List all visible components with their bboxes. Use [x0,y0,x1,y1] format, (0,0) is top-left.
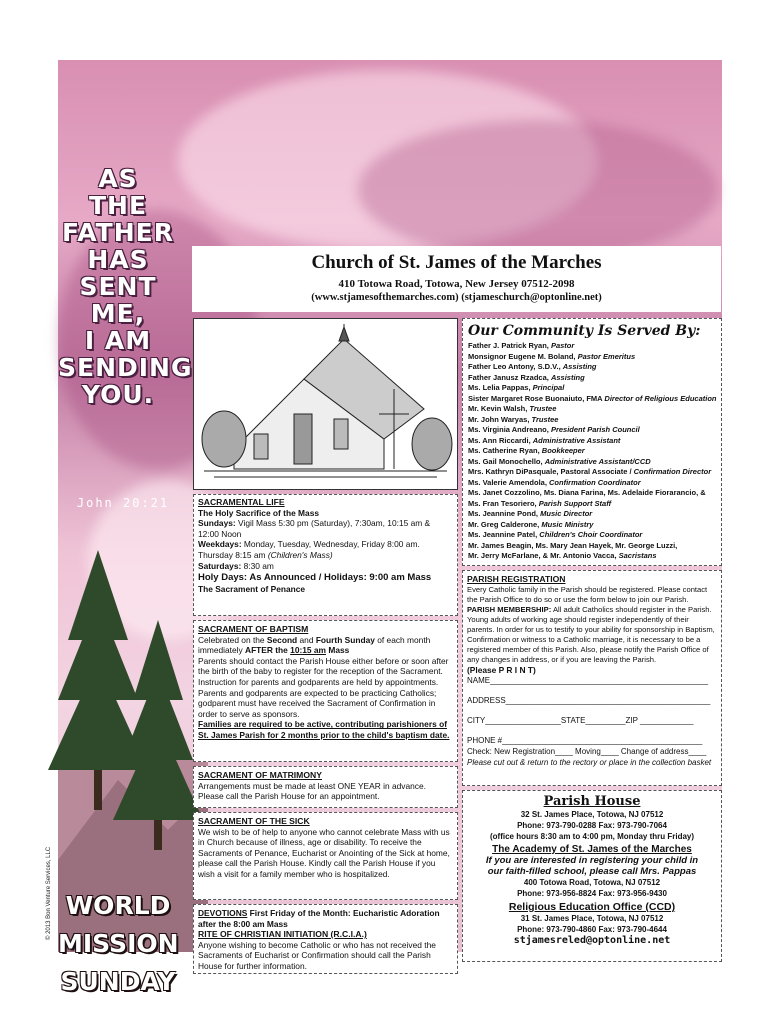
baptism-p5: Families are required to be active, contributing parishioners of St. James Parish for 2 months prior to the child's baptism date. [198,719,450,740]
motto-line: THE [88,191,148,220]
devotions-line [198,908,453,929]
baptism-mass: Mass [326,645,350,656]
staff-role: Bookkeeper [541,446,585,455]
staff-role: Principal [532,383,565,392]
academy-phone: Phone: 973-956-8824 Fax: 973-956-9430 [517,889,667,898]
registration-box [462,570,722,786]
print-instruction: (Please P R I N T) [467,664,536,675]
staff-name: Ms. Virginia Andreano, [468,425,551,434]
sick-box [193,812,458,900]
staff-name: Ms. Catherine Ryan, [468,446,542,455]
staff-name: Ms. Ann Riccardi, [468,435,533,445]
membership-text: All adult Catholics should register in the Parish. Young adults of working age should register independently of their parents. In order for us to testify to your ability for sponsorship in Baptism, Confirmation or witness to a Catholic marriage, it is necessary to be a registered member of this Parish. Also, please notify the Parish Office of any changes in address, or if you are leaving the Parish. [467,604,715,664]
staff-member [468,425,716,436]
academy-line-1: If you are interested in registering your child in [485,855,699,866]
community-title: Our Community Is Served By: [468,323,701,339]
staff-member [468,467,716,478]
religious-ed-email[interactable]: stjamesreled@optonline.net [513,935,671,946]
baptism-heading: SACRAMENT OF BAPTISM [198,624,309,634]
weekdays-line [198,539,453,560]
mission-line: SUNDAY [60,967,176,996]
staff-name: Mr. James Beagin, Ms. Mary Jean Hayek, Mr. George Luzzi, [468,540,678,550]
motto-text [58,164,193,409]
motto-line: YOU. [81,380,155,409]
staff-role: Assisting [550,372,585,382]
church-drawing-icon [194,319,457,489]
baptism-p4: Parents and godparents are expected to be practicing Catholics; godparent must have received the Sacrament of Confirmation in order to serve as sponsors. [198,687,437,719]
community-box [462,318,722,566]
sundays-label: Sundays: [198,518,236,529]
weekdays-note: (Children's Mass) [267,549,333,560]
motto-line: SENDING [58,353,193,382]
cloud-shape [358,120,718,260]
staff-member [468,341,716,352]
staff-member [468,362,716,373]
rcia-heading: RITE OF CHRISTIAN INITIATION (R.C.I.A.) [198,929,367,940]
staff-name: Ms. Lelia Pappas, [468,383,533,392]
staff-role: Director of Religious Education [604,393,717,403]
staff-name: Mr. Jerry McFarlane, & Mr. Antonio Vacca, [468,551,619,560]
staff-role: Confirmation Director [633,467,712,476]
staff-role: President Parish Council [550,425,640,434]
staff-name: Ms. Janet Cozzolino, Ms. Diana Farina, Ms. Adelaide Fiorarancio, & [468,488,706,497]
staff-member [468,415,716,426]
staff-role: Trustee [529,404,557,413]
cut-out-note: Please cut out & return to the rectory or place in the collection basket [467,758,712,768]
staff-name: Father J. Patrick Ryan, [468,341,551,350]
motto-line: AS [98,164,138,193]
holy-days: Holy Days: As Announced / Holidays: 9:00 am Mass [198,572,432,584]
staff-member [468,530,716,541]
staff-name: Ms. Valerie Amendola, [468,477,550,487]
staff-member [468,478,716,489]
motto-line: FATHER [62,218,174,247]
sick-heading: SACRAMENT OF THE SICK [198,816,310,826]
name-field[interactable]: NAME_________________________________________________ [467,676,709,686]
parish-house-box [462,790,722,962]
church-title: Church of St. James of the Marches [311,252,602,273]
staff-member [468,373,716,384]
staff-member [468,383,716,394]
weekdays-label: Weekdays: [198,539,242,550]
check-options[interactable]: Check: New Registration____ Moving____ Change of address____ [467,747,707,757]
sundays-line [198,518,453,539]
registration-heading: PARISH REGISTRATION [467,574,566,584]
devotions-heading: DEVOTIONS [198,908,248,918]
staff-role: Parish Support Staff [538,498,612,508]
staff-name: Sister Margaret Rose Buonaiuto, FMA [468,393,605,403]
sacramental-life-box [193,494,458,616]
mission-line: MISSION [58,929,179,958]
church-web-email: (www.stjamesofthemarches.com) (stjameschurch@optonline.net) [311,292,602,303]
staff-member [468,352,716,363]
saturdays-text: 8:30 am [241,560,274,571]
staff-member [468,488,716,499]
staff-role: Confirmation Coordinator [549,477,641,487]
church-address: 410 Totowa Road, Totowa, New Jersey 07512-2098 [338,278,575,290]
academy-title: The Academy of St. James of the Marches [492,844,692,855]
church-header [192,246,721,312]
staff-name: Father Leo Antony, S.D.V., [468,362,563,371]
staff-name: Ms. Jeannine Patel, [468,530,540,539]
sacramental-heading: SACRAMENTAL LIFE [198,497,285,507]
staff-name: Father Janusz Rzadca, [468,372,551,382]
phone-field[interactable]: PHONE #_____________________________________________ [467,736,703,746]
staff-role: Assisting [562,362,597,371]
staff-name: Mrs. Kathryn DiPasquale, Pastoral Associate / [468,467,634,476]
sick-text: We wish to be of help to anyone who cannot celebrate Mass with us in Church because of illness, age or disability. To receive the Sacraments of Penance, Eucharist or Anointing of the Sick at home, please call the Parish House. Kindly call the Parish House if you wish a visit for a family member who is hospitalized. [198,826,450,879]
staff-name: Monsignor Eugene M. Boland, [468,351,578,361]
city-state-zip-field[interactable]: CITY_________________STATE_________ZIP ____________ [467,716,694,726]
baptism-box [193,620,458,762]
staff-name: Ms. Fran Tesoriero, [468,498,539,508]
mission-line: WORLD [65,891,171,920]
devotions-box [193,904,458,974]
staff-role: Administrative Assistant/CCD [544,456,651,466]
staff-member [468,394,716,405]
baptism-fourth: Fourth Sunday [315,634,375,645]
baptism-text: and [297,634,316,645]
motto-line: ME, [90,299,146,328]
staff-member [468,457,716,468]
parish-house-phone: Phone: 973-790-0288 Fax: 973-790-7064 [517,821,667,830]
saturdays-label: Saturdays: [198,560,242,571]
staff-member [468,446,716,457]
registration-intro: Every Catholic family in the Parish should be registered. Please contact the Parish Office to do so or use the form below to join our Parish. [467,584,708,604]
religious-ed-title: Religious Education Office (CCD) [508,901,676,913]
copyright-text: © 2013 Bon Venture Services, LLC [46,846,52,940]
membership-label: PARISH MEMBERSHIP: [467,604,552,614]
staff-name: Ms. Jeannine Pond, [468,509,541,518]
holy-sacrifice: The Holy Sacrifice of the Mass [198,507,320,518]
staff-name: Mr. John Waryas, [468,414,532,424]
staff-role: Pastor Emeritus [577,351,636,361]
parish-house-address: 32 St. James Place, Totowa, NJ 07512 [520,810,664,819]
address-field[interactable]: ADDRESS______________________________________________ [467,696,711,706]
world-mission-sunday [58,887,178,1001]
parish-house-hours: (office hours 8:30 am to 4:00 pm, Monday thru Friday) [489,832,695,841]
academy-line-2: our faith-filled school, please call Mrs. Pappas [487,866,697,877]
matrimony-text: Arrangements must be made at least ONE YEAR in advance. Please call the Parish House for an appointment. [198,780,426,802]
staff-role: Pastor [550,341,575,350]
staff-name: Ms. Gail Monochello, [468,456,545,466]
penance: The Sacrament of Penance [198,583,306,594]
staff-role: Music Ministry [541,519,594,529]
parish-house-title: Parish House [543,794,641,809]
staff-member [468,551,716,562]
motto-line: HAS [87,245,149,274]
staff-member [468,436,716,447]
devotions-text: First Friday of the Month: Eucharistic Adoration after the 8:00 am Mass [198,908,440,929]
matrimony-heading: SACRAMENT OF MATRIMONY [198,770,322,780]
staff-member [468,499,716,510]
motto-line: SENT [79,272,157,301]
weekdays-text: Monday, Tuesday, Wednesday, Friday 8:00 am. Thursday 8:15 am [198,539,420,560]
church-drawing-box [193,318,458,490]
membership-line [467,605,717,665]
bible-verse: John 20:21 [76,496,170,510]
academy-address: 400 Totowa Road, Totowa, NJ 07512 [523,878,661,887]
staff-member [468,520,716,531]
staff-member [468,509,716,520]
baptism-second: Second [266,634,298,645]
rcia-text: Anyone wishing to become Catholic or who has not received the Sacraments of Eucharist or Confirmation should call the Parish House for further information. [198,939,436,971]
saturdays-line [198,561,453,572]
staff-role: Children's Choir Coordinator [539,530,643,539]
staff-role: Trustee [531,414,559,424]
baptism-after: AFTER the [245,645,291,656]
staff-member [468,404,716,415]
staff-role: Sacristans [618,551,657,560]
staff-member [468,541,716,552]
staff-name: Mr. Kevin Walsh, [468,404,530,413]
baptism-mass-time: 10:15 am [290,645,327,656]
staff-role: Music Director [540,509,593,518]
baptism-text: Celebrated on the [198,634,267,645]
religious-ed-address: 31 St. James Place, Totowa, NJ 07512 [520,914,664,923]
staff-name: Mr. Greg Calderone, [468,519,542,529]
matrimony-box [193,766,458,808]
baptism-p2: Parents should contact the Parish House either before or soon after the birth of the baby to register for the reception of the Sacrament. [198,655,449,677]
motto-line: I AM [84,326,152,355]
staff-role: Administrative Assistant [532,435,621,445]
staff-list [468,341,716,562]
religious-ed-phone: Phone: 973-790-4860 Fax: 973-790-4644 [517,925,667,934]
baptism-text: of each month immediately [198,634,431,656]
baptism-schedule [198,635,453,656]
sundays-text: Vigil Mass 5:30 pm (Saturday), 7:30am, 10:15 am & 12:00 Noon [198,518,431,539]
baptism-p3: Instruction for parents and godparents are held by appointments. [198,676,439,687]
